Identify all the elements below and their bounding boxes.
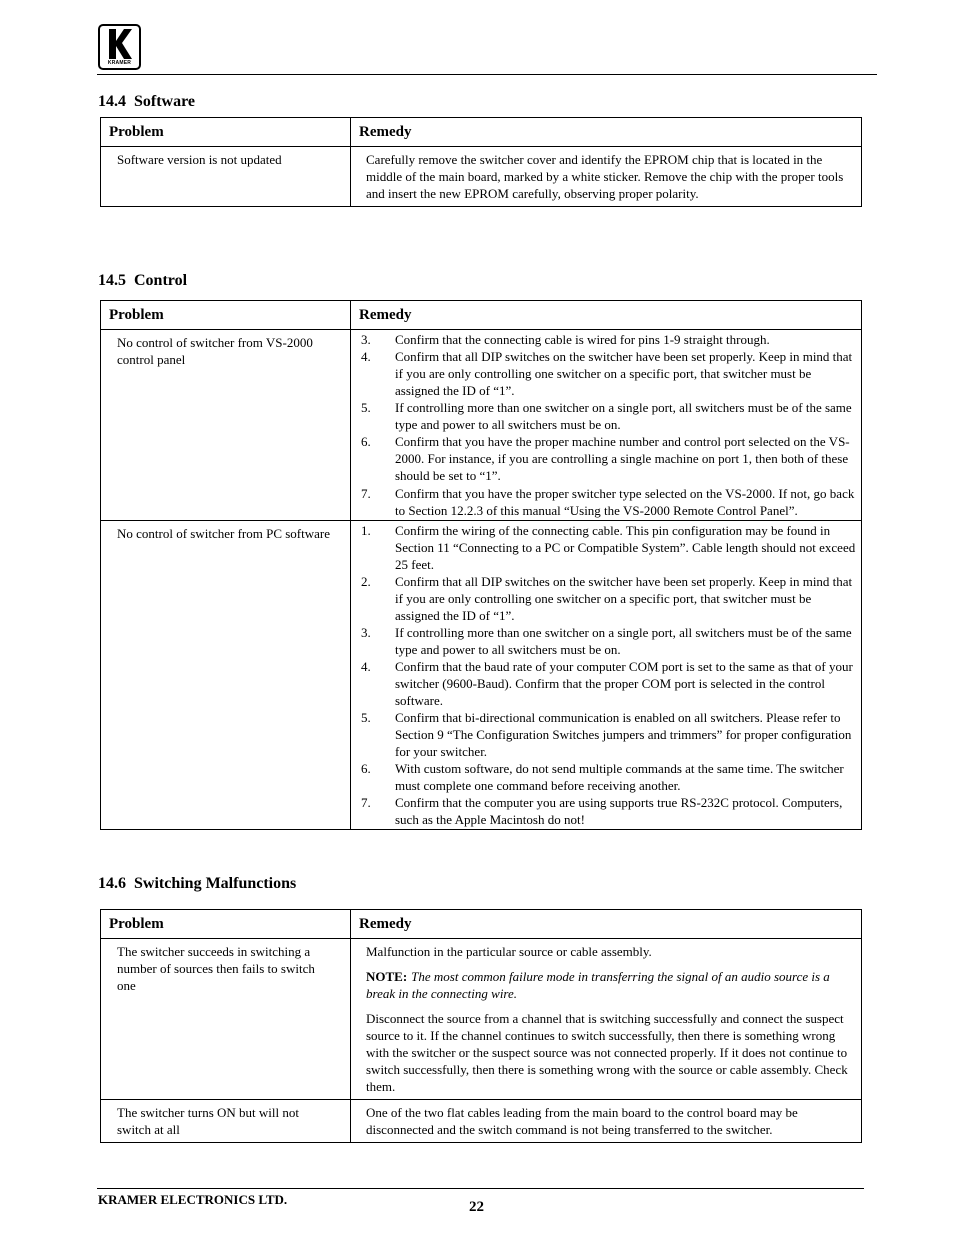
step-text: Confirm that the computer you are using supports true RS-232C protocol. Computers, such as the Apple Macintosh do not! — [395, 795, 843, 827]
step-text: Confirm that the baud rate of your computer COM port is set to the same as that of your switcher (9600-Baud). Confirm that the proper COM port is selected in the control software. — [395, 659, 853, 708]
step-text: Confirm that all DIP switches on the switcher have been set properly. Keep in mind that if you are only controlling one switcher on a specific port, that switcher must be assigned the ID of “1”. — [395, 349, 853, 398]
remedy-detail: Disconnect the source from a channel that is switching successfully and connect the suspect source to it. If the channel continues to switch successfully, then there is something wrong with the switcher or the suspect source was not connected properly. If it does not continue to switch successfully, then there is something wrong with the source or cable assembly. Check them. — [366, 1011, 848, 1094]
section-heading-control — [98, 272, 187, 290]
step-number: 4. — [361, 349, 371, 364]
remedy-steps — [361, 522, 857, 828]
note-label: NOTE: — [366, 969, 408, 984]
kramer-k-icon — [107, 29, 133, 59]
step-text: Confirm that the connecting cable is wired for pins 1-9 straight through. — [395, 332, 770, 347]
table-row — [101, 330, 862, 521]
step-number: 7. — [361, 795, 371, 810]
table-header-row — [101, 301, 862, 330]
remedy-steps — [361, 331, 857, 519]
problem-cell: No control of switcher from PC software — [101, 521, 351, 830]
table-header-row — [101, 910, 862, 939]
section-title: Control — [134, 272, 188, 289]
remedy-cell: One of the two flat cables leading from the main board to the control board may be disconnected and the switch command is not being transferred to the switcher. — [351, 1100, 862, 1143]
step-text: Confirm that bi-directional communication is enabled on all switchers. Please refer to Section 9 “The Configuration Switches jumpers and trimmers” for proper configuration for your switcher. — [395, 710, 852, 759]
table-row — [101, 939, 862, 1100]
remedy-step — [361, 331, 857, 348]
problem-cell: The switcher turns ON but will not switch at all — [101, 1100, 351, 1143]
step-number: 2. — [361, 574, 371, 589]
remedy-step — [361, 760, 857, 794]
step-text: Confirm that all DIP switches on the switcher have been set properly. Keep in mind that if you are only controlling one switcher on a specific port, that switcher must be assigned the ID of “1”. — [395, 574, 853, 623]
step-text: If controlling more than one switcher on a single port, all switchers must be of the same type and power to all switchers must be on. — [395, 400, 852, 432]
footer-company: KRAMER ELECTRONICS LTD. — [98, 1192, 288, 1207]
step-text: Confirm the wiring of the connecting cable. This pin configuration may be found in Section 11 “Connecting to a PC or Compatible System”. Cable length should not exceed 25 feet. — [395, 523, 856, 572]
remedy-step — [361, 794, 857, 828]
remedy-step — [361, 709, 857, 760]
column-header-problem: Problem — [101, 301, 351, 330]
section-title: Switching Malfunctions — [134, 875, 297, 892]
footer-divider — [97, 1188, 864, 1189]
step-text: With custom software, do not send multiple commands at the same time. The switcher must complete one command before receiving another. — [395, 761, 844, 793]
remedy-step — [361, 573, 857, 624]
section-number: 14.6 — [98, 875, 126, 892]
step-number: 6. — [361, 761, 371, 776]
remedy-intro: Malfunction in the particular source or cable assembly. — [366, 944, 652, 959]
column-header-problem: Problem — [101, 118, 351, 147]
remedy-step — [361, 399, 857, 433]
step-number: 7. — [361, 486, 371, 501]
section-heading-software — [98, 93, 195, 111]
note-text: The most common failure mode in transferring the signal of an audio source is a break in the connecting wire. — [366, 969, 830, 1001]
remedy-step — [361, 485, 857, 519]
logo-text: KRAMER — [107, 60, 132, 66]
table-header-row — [101, 118, 862, 147]
step-number: 3. — [361, 332, 371, 347]
step-text: Confirm that you have the proper switcher type selected on the VS-2000. If not, go back to Section 12.2.3 of this manual “Using the VS-2000 Remote Control Panel”. — [395, 486, 855, 518]
column-header-remedy: Remedy — [351, 118, 862, 147]
section-title: Software — [134, 93, 196, 110]
step-number: 5. — [361, 710, 371, 725]
problem-cell: The switcher succeeds in switching a number of sources then fails to switch one — [101, 939, 351, 1100]
section-number: 14.4 — [98, 93, 126, 110]
table-row — [101, 521, 862, 830]
section-number: 14.5 — [98, 272, 126, 289]
column-header-remedy: Remedy — [351, 910, 862, 939]
remedy-step — [361, 433, 857, 484]
switching-malfunctions-table — [100, 909, 862, 1143]
remedy-cell — [351, 939, 862, 1100]
remedy-step — [361, 624, 857, 658]
table-row — [101, 1100, 862, 1143]
problem-cell: Software version is not updated — [101, 147, 351, 207]
step-text: If controlling more than one switcher on a single port, all switchers must be of the same type and power to all switchers must be on. — [395, 625, 852, 657]
remedy-cell — [351, 330, 862, 521]
step-number: 6. — [361, 434, 371, 449]
section-heading-switching-malfunctions — [98, 875, 296, 893]
problem-cell: No control of switcher from VS-2000 control panel — [101, 330, 351, 521]
header-divider — [97, 74, 877, 75]
column-header-problem: Problem — [101, 910, 351, 939]
step-text: Confirm that you have the proper machine number and control port selected on the VS-2000. For instance, if you are controlling a single machine on port 1, then both of these should be set to “1”. — [395, 434, 850, 483]
column-header-remedy: Remedy — [351, 301, 862, 330]
table-row — [101, 147, 862, 207]
step-number: 5. — [361, 400, 371, 415]
software-table — [100, 117, 862, 207]
control-table — [100, 300, 862, 830]
step-number: 1. — [361, 523, 371, 538]
remedy-cell: Carefully remove the switcher cover and identify the EPROM chip that is located in the middle of the main board, marked by a white sticker. Remove the chip with the proper tools and insert the new EPROM carefully, observing proper polarity. — [351, 147, 862, 207]
step-number: 3. — [361, 625, 371, 640]
kramer-logo — [98, 24, 141, 70]
remedy-step — [361, 348, 857, 399]
step-number: 4. — [361, 659, 371, 674]
remedy-step — [361, 522, 857, 573]
remedy-step — [361, 658, 857, 709]
remedy-note — [366, 968, 855, 1002]
remedy-cell — [351, 521, 862, 830]
page-number: 22 — [469, 1199, 484, 1215]
